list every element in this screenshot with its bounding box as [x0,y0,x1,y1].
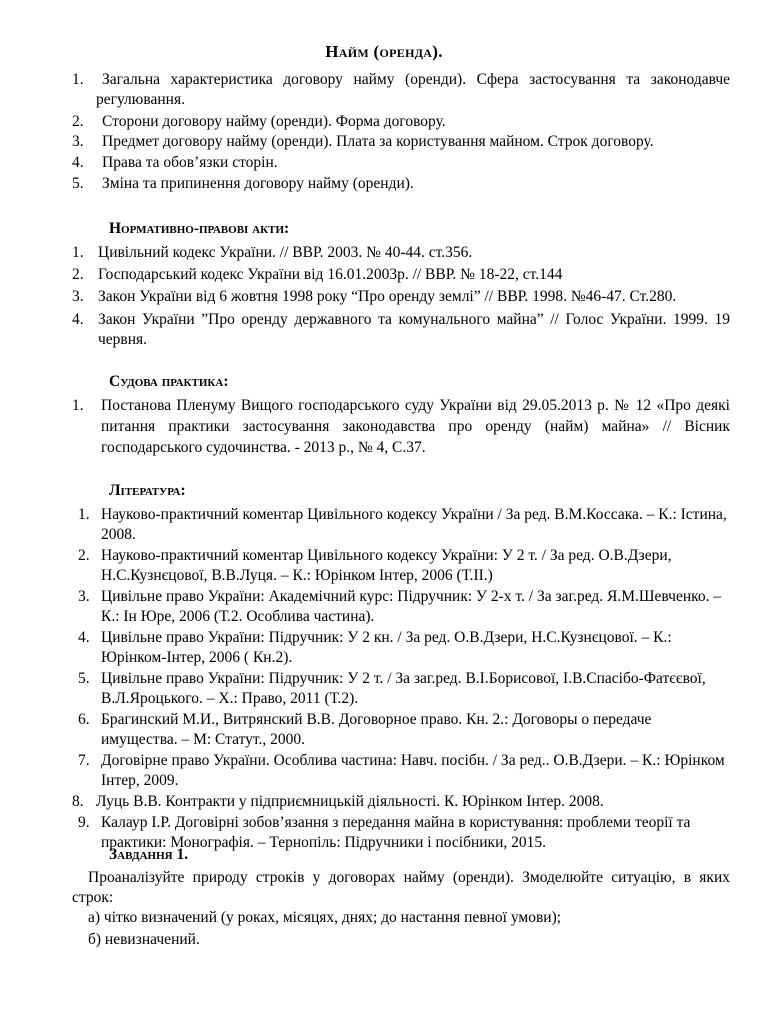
item-text: Зміна та припинення договору найму (оренди). [102,175,414,192]
list-item [0,174,768,194]
item-text: Цивільний кодекс України. // ВВР. 2003. № 40-44. ст.356. [98,244,473,261]
item-text: Договірне право України. Особлива частина: Навч. посібн. / За ред.. О.В.Дзери. – К.: Юрінком Інтер, 2009. [101,752,725,789]
item-number: 1. [72,244,84,261]
item-text: Предмет договору найму (оренди). Плата за користування майном. Строк договору. [102,133,654,150]
item-text: Права та обов’язки сторін. [102,154,278,171]
list-item [0,587,768,627]
item-number: 2. [72,113,84,130]
task-text: Проаналізуйте природу строків у договорах найму (оренди). Змоделюйте ситуацію, в яких строк: [72,869,730,906]
list-item [0,112,768,132]
item-number: 4. [72,154,84,171]
item-text: Закон України від 6 жовтня 1998 року “Про оренду землі” // ВВР. 1998. №46-47. Ст.280. [98,288,677,305]
item-text: Брагинский М.И., Витрянский В.В. Договорное право. Кн. 2.: Договоры о передаче имущества. – М: Статут., 2000. [101,711,652,748]
list-item [0,287,768,307]
item-text: Луць В.В. Контракти у підприємницькій діяльності. К. Юрінком Інтер. 2008. [96,793,604,810]
list-item [0,265,768,285]
item-text: Цивільне право України: Підручник: У 2 т. / За заг.ред. В.І.Борисової, І.В.Спасібо-Фатєєвої, В.Л.Яроцького. – Х.: Право, 2011 (Т.2). [101,670,706,707]
task-option-b: б) невизначений. [88,931,200,948]
item-text: Загальна характеристика договору найму (оренди). Сфера застосування та законодавче регулювання. [96,71,730,108]
item-number: 5. [78,670,90,687]
list-item [0,792,768,812]
item-text: Постанова Пленуму Вищого господарського суду України від 29.05.2013 р. № 12 «Про деякі питання практики застосування законодавства про оренду (найм) майна» // Вісник господарського судочинства. - 2013 р., № 4, С.37. [101,397,730,456]
item-text: Калаур І.Р. Договірні зобов’язання з передання майна в користування: проблеми теорії та практики: Монографія. – Тернопіль: Підручники і посібники, 2015. [101,814,691,851]
list-item [0,751,768,791]
list-item [0,710,768,750]
item-number: 2. [78,547,90,564]
item-number: 1. [72,71,84,88]
practice-list [0,395,768,458]
item-number: 2. [72,266,84,283]
acts-list [0,243,768,350]
item-number: 3. [72,133,84,150]
item-number: 9. [78,814,90,831]
item-text: Сторони договору найму (оренди). Форма договору. [102,113,446,130]
list-item [0,132,768,152]
literature-list [0,505,768,853]
item-number: 3. [72,288,84,305]
item-number: 4. [78,629,90,646]
list-item [0,669,768,709]
questions-list [0,70,768,194]
task-option-a: а) чітко визначений (у роках, місяцях, днях; до настання певної умови); [88,909,562,926]
practice-heading: Судова практика: [109,373,229,390]
item-text: Господарський кодекс України від 16.01.2003р. // ВВР. № 18-22, ст.144 [98,266,563,283]
item-number: 8. [72,793,84,810]
item-text: Цивільне право України: Академічний курс: Підручник: У 2-х т. / За заг.ред. Я.М.Шевченко. – К.: Ін Юре, 2006 (Т.2. Особлива частина). [101,588,722,625]
item-number: 4. [72,311,84,328]
item-text: Науково-практичний коментар Цивільного кодексу України / За ред. В.М.Коссака. – К.: Істина, 2008. [101,506,727,543]
list-item [0,243,768,263]
acts-heading: Нормативно-правові акти: [109,220,290,237]
list-item [0,310,768,350]
list-item [0,628,768,668]
list-item [0,395,768,458]
item-number: 7. [78,752,90,769]
item-text: Науково-практичний коментар Цивільного кодексу України: У 2 т. / За ред. О.В.Дзери, Н.С.Кузнєцової, В.В.Луця. – К.: Юрінком Інтер, 2006 (Т.ІІ.) [101,547,672,584]
list-item [0,153,768,173]
item-number: 3. [78,588,90,605]
item-text: Закон України ”Про оренду державного та комунального майна” // Голос України. 1999. 19 червня. [98,311,730,348]
page-title: Найм (оренда). [325,42,443,61]
list-item [0,546,768,586]
literature-heading: Література: [109,482,186,499]
item-number: 1. [72,397,84,414]
list-item [0,70,768,110]
item-number: 1. [78,506,90,523]
item-number: 6. [78,711,90,728]
list-item [0,505,768,545]
task-heading: Завдання 1. [109,846,189,863]
item-number: 5. [72,175,84,192]
item-text: Цивільне право України: Підручник: У 2 кн. / За ред. О.В.Дзери, Н.С.Кузнєцової. – К.: Юрінком-Інтер, 2006 ( Кн.2). [101,629,672,666]
